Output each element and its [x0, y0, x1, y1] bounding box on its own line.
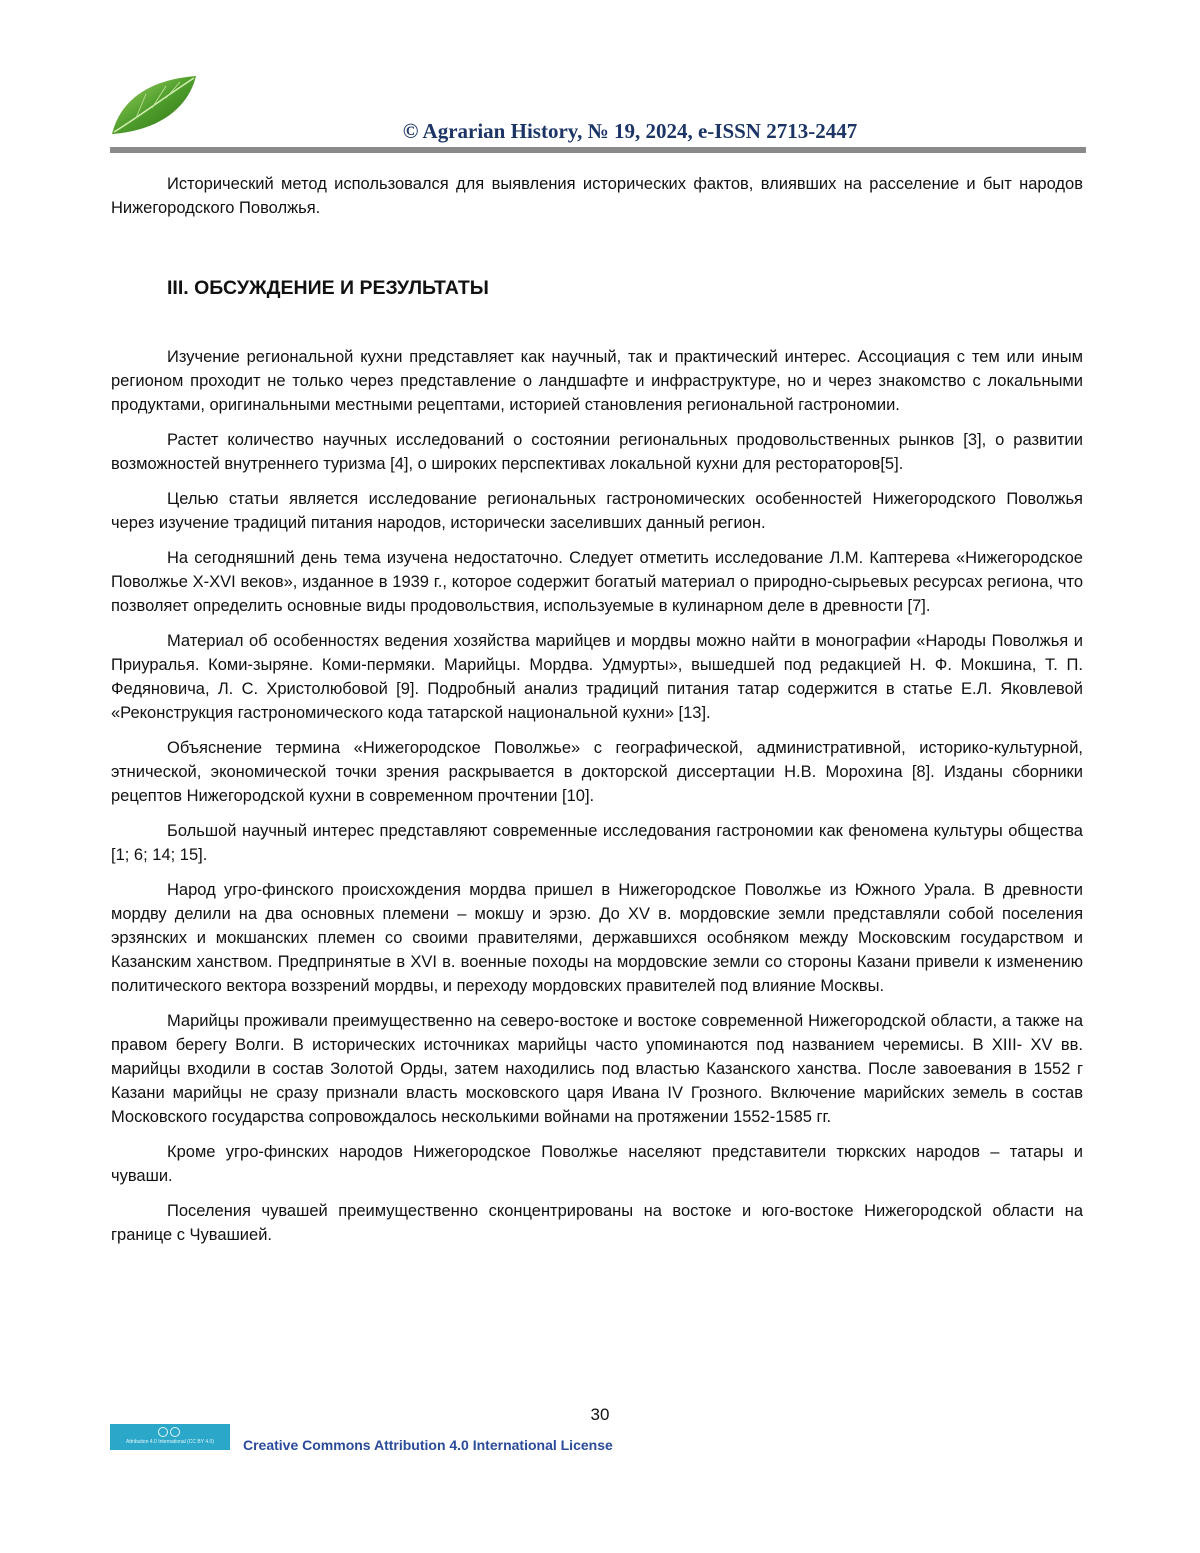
journal-title: © Agrarian History, № 19, 2024, e-ISSN 2713-2447 [402, 119, 858, 143]
page-number: 30 [590, 1405, 610, 1424]
paragraph: Изучение региональной кухни представляет как научный, так и практический интерес. Ассоциация с тем или иным регионом проходит не только через представление о ландшафте и инфраструктуре, но и через знакомство с локальными продуктами, оригинальными местными рецептами, историей становления региональной гастрономии. [111, 348, 1083, 414]
paragraph: Целью статьи является исследование региональных гастрономических особенностей Нижегородского Поволжья через изучение традиций питания народов, исторически заселивших данный регион. [111, 490, 1083, 532]
article-body [111, 172, 1083, 1258]
cc-by-icon [158, 1427, 180, 1436]
cc-badge-text: Attribution 4.0 International (CC BY 4.0) [125, 1439, 214, 1445]
paragraph: Народ угро-финского происхождения мордва пришел в Нижегородское Поволжье из Южного Урала. В древности мордву делили на два основных племени – мокшу и эрзю. До XV в. мордовские земли представляли собой поселения эрзянских и мокшанских племен со своими правителями, державшихся особняком между Московским государством и Казанским ханством. Предпринятые в XVI в. военные походы на мордовские земли со стороны Казани привели к изменению политического вектора воззрений мордвы, и переходу мордовских правителей под влияние Москвы. [111, 881, 1083, 995]
section-heading: III. ОБСУЖДЕНИЕ И РЕЗУЛЬТАТЫ [167, 277, 489, 299]
paragraph: Кроме угро-финских народов Нижегородское Поволжье населяют представители тюркских народов – татары и чуваши. [111, 1143, 1083, 1185]
green-leaf-icon [106, 72, 202, 138]
license-link[interactable]: Creative Commons Attribution 4.0 International License [243, 1437, 613, 1453]
paragraph: Марийцы проживали преимущественно на северо-востоке и востоке современной Нижегородской области, а также на правом берегу Волги. В исторических источниках марийцы часто упоминаются под названием черемисы. В XIII- XV вв. марийцы входили в состав Золотой Орды, затем находились под властью Казанского ханства. После завоевания в 1552 г Казани марийцы не сразу признали власть московского царя Ивана IV Грозного. Включение марийских земель в состав Московского государства сопровождалось несколькими войнами на протяжении 1552-1585 гг. [111, 1012, 1083, 1126]
paragraph: Большой научный интерес представляют современные исследования гастрономии как феномена культуры общества [1; 6; 14; 15]. [111, 822, 1083, 864]
creative-commons-badge-icon[interactable] [110, 1424, 230, 1450]
paragraph: На сегодняшний день тема изучена недостаточно. Следует отметить исследование Л.М. Каптерева «Нижегородское Поволжье X-XVI веков», изданное в 1939 г., которое содержит богатый материал о природно-сырьевых ресурсах региона, что позволяет определить основные виды продовольствия, используемые в кулинарном деле в древности [7]. [111, 549, 1083, 615]
intro-paragraph: Исторический метод использовался для выявления исторических фактов, влиявших на расселение и быт народов Нижегородского Поволжья. [111, 175, 1083, 217]
paragraph: Растет количество научных исследований о состоянии региональных продовольственных рынков [3], о развитии возможностей внутреннего туризма [4], о широких перспективах локальной кухни для рестораторов[5]. [111, 431, 1083, 473]
paragraph: Материал об особенностях ведения хозяйства марийцев и мордвы можно найти в монографии «Народы Поволжья и Приуралья. Коми-зыряне. Коми-пермяки. Марийцы. Мордва. Удмурты», вышедшей под редакцией Н. Ф. Мокшина, Т. П. Федяновича, Л. С. Христолюбовой [9]. Подробный анализ традиций питания татар содержится в статье Е.Л. Яковлевой «Реконструкция гастрономического кода татарской национальной кухни» [13]. [111, 632, 1083, 722]
header-divider [110, 147, 1086, 153]
paragraph: Объяснение термина «Нижегородское Поволжье» с географической, административной, историко-культурной, этнической, экономической точки зрения раскрывается в докторской диссертации Н.В. Морохина [8]. Изданы сборники рецептов Нижегородской кухни в современном прочтении [10]. [111, 739, 1083, 805]
paragraph: Поселения чувашей преимущественно сконцентрированы на востоке и юго-востоке Нижегородской области на границе с Чувашией. [111, 1202, 1083, 1244]
